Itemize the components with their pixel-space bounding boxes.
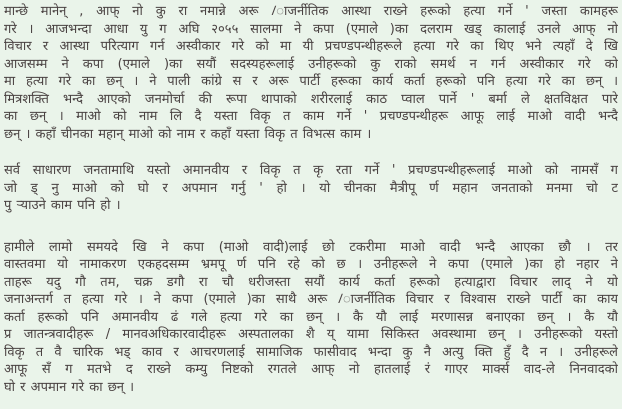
text-line: जनाअन्तर्ग त हत्या गरे । ने कपा (एमाले )का साथै अरू /ाजर्नीतिक विचार र विश्वास राख्ने पार्टी का काय <box>4 292 618 307</box>
text-line: गरे । आजभन्दा आधा यु ग अघि २०५५ सालमा ने कपा (एमाले )का दलराम खड् कालाई उनले आफ् नो <box>4 21 618 37</box>
text-line: विचार र आस्था परित्याग गर्न अस्वीकार गरे को मा यी प्रचण्डपन्थीहरूले हत्या गरे का थिए भने त्यहाँ दे खि <box>4 39 618 54</box>
text-line: मित्रशक्ति भन्दै आएको जनमोर्चा की रूपा थापाको शरीरलाई काठ प्वाल पार्ने ' बर्मा ले क्षतविक्षत पारे <box>4 91 618 107</box>
text-line: मान्छे मानेन् , आफ् नो कु रा नमान्ने अरू /ाजर्नीतिक आस्था राख्ने हरूको हत्या गर्ने ' जस्ता कामहरू <box>4 4 618 19</box>
paragraph-3 <box>4 239 618 397</box>
text-line: मा हत्या गरे का छन् । ने पाली कांग्रे स र अरू पार्टी हरूका कार्य कर्ता हरूको पनि हत्या गरे का छन् । <box>4 74 618 89</box>
text-line: वास्तवमा यो नामाकरण एकहदसम्म भ्रमपू र्ण पनि रहे को छ । उनीहरूले ने कपा (एमाले )का हो नहार ने <box>4 257 618 272</box>
text-line: जो ड् नु माओ को घो र अपमान गर्नु ' हो । यो चीनका मैत्रीपू र्ण महान जनताको मनमा चो ट <box>4 180 618 196</box>
text-line: ताहरू यदु गौ तम, चक्र डगौ रा चौ धरीजस्ता सयौं कार्य कर्ता हरूको हत्याद्वारा विचार लाद् ने यो <box>4 274 618 290</box>
text-line: छन् । कहाँ चीनका महान् माओ को नाम र कहाँ यस्ता विकृ त विभत्स काम । <box>4 126 372 142</box>
text-line: सर्व साधारण जनतामाथि यस्तो अमानवीय र विकृ त कृ रता गर्ने ' प्रचण्डपन्थीहरूलाई माओ को नामसँ ग <box>4 163 618 178</box>
paragraph-1 <box>4 3 618 143</box>
text-line: घो र अपमान गरे का छन् । <box>4 379 135 395</box>
text-line: विकृ त वै चारिक भड् काव र आचरणलाई सामाजिक फासीवाद भन्दा कु नै अत्यु क्ति हुँ दै न । उनीहरूले <box>4 344 618 360</box>
text-line: हामीले लामो समयदे खि ने कपा (माओ वादी)लाई छो टकरीमा माओ वादी भन्दै आएका छौ । तर <box>4 239 618 255</box>
text-line: आजसम्म ने कपा (एमाले )का सयौं सदस्यहरूलाई उनीहरूको कु राको समर्थ न गर्न अस्वीकार गरे को <box>4 56 618 72</box>
text-line: कर्ता हरूको पनि अमानवीय ढं गले हत्या गरे का छन् । कै यौ लाई मरणासन्न बनाएका छन् । कै यौ <box>4 309 618 325</box>
paragraph-2 <box>4 162 618 215</box>
text-line: प्र जातन्त्रवादीहरू / मानवअधिकारवादीहरू अस्पतालका शै य् यामा सिकिस्त अवस्थामा छन् । उनीहरूको यस्तो <box>4 327 618 342</box>
text-line: का छन् । माओ को नाम लि दै यस्ता विकृ त काम गर्ने ' प्रचण्डपन्थीहरू आफू लाई माओ वादी भन्दै <box>4 109 618 124</box>
text-line: पु ऱ्याउने काम पनि हो । <box>4 198 121 213</box>
text-line: आफू सँ ग मतभे द राख्ने कम्यु निष्टको रगतले आफ् नो हातलाई रं गाएर मार्क्स वाद-ले निनवादको <box>4 362 618 377</box>
